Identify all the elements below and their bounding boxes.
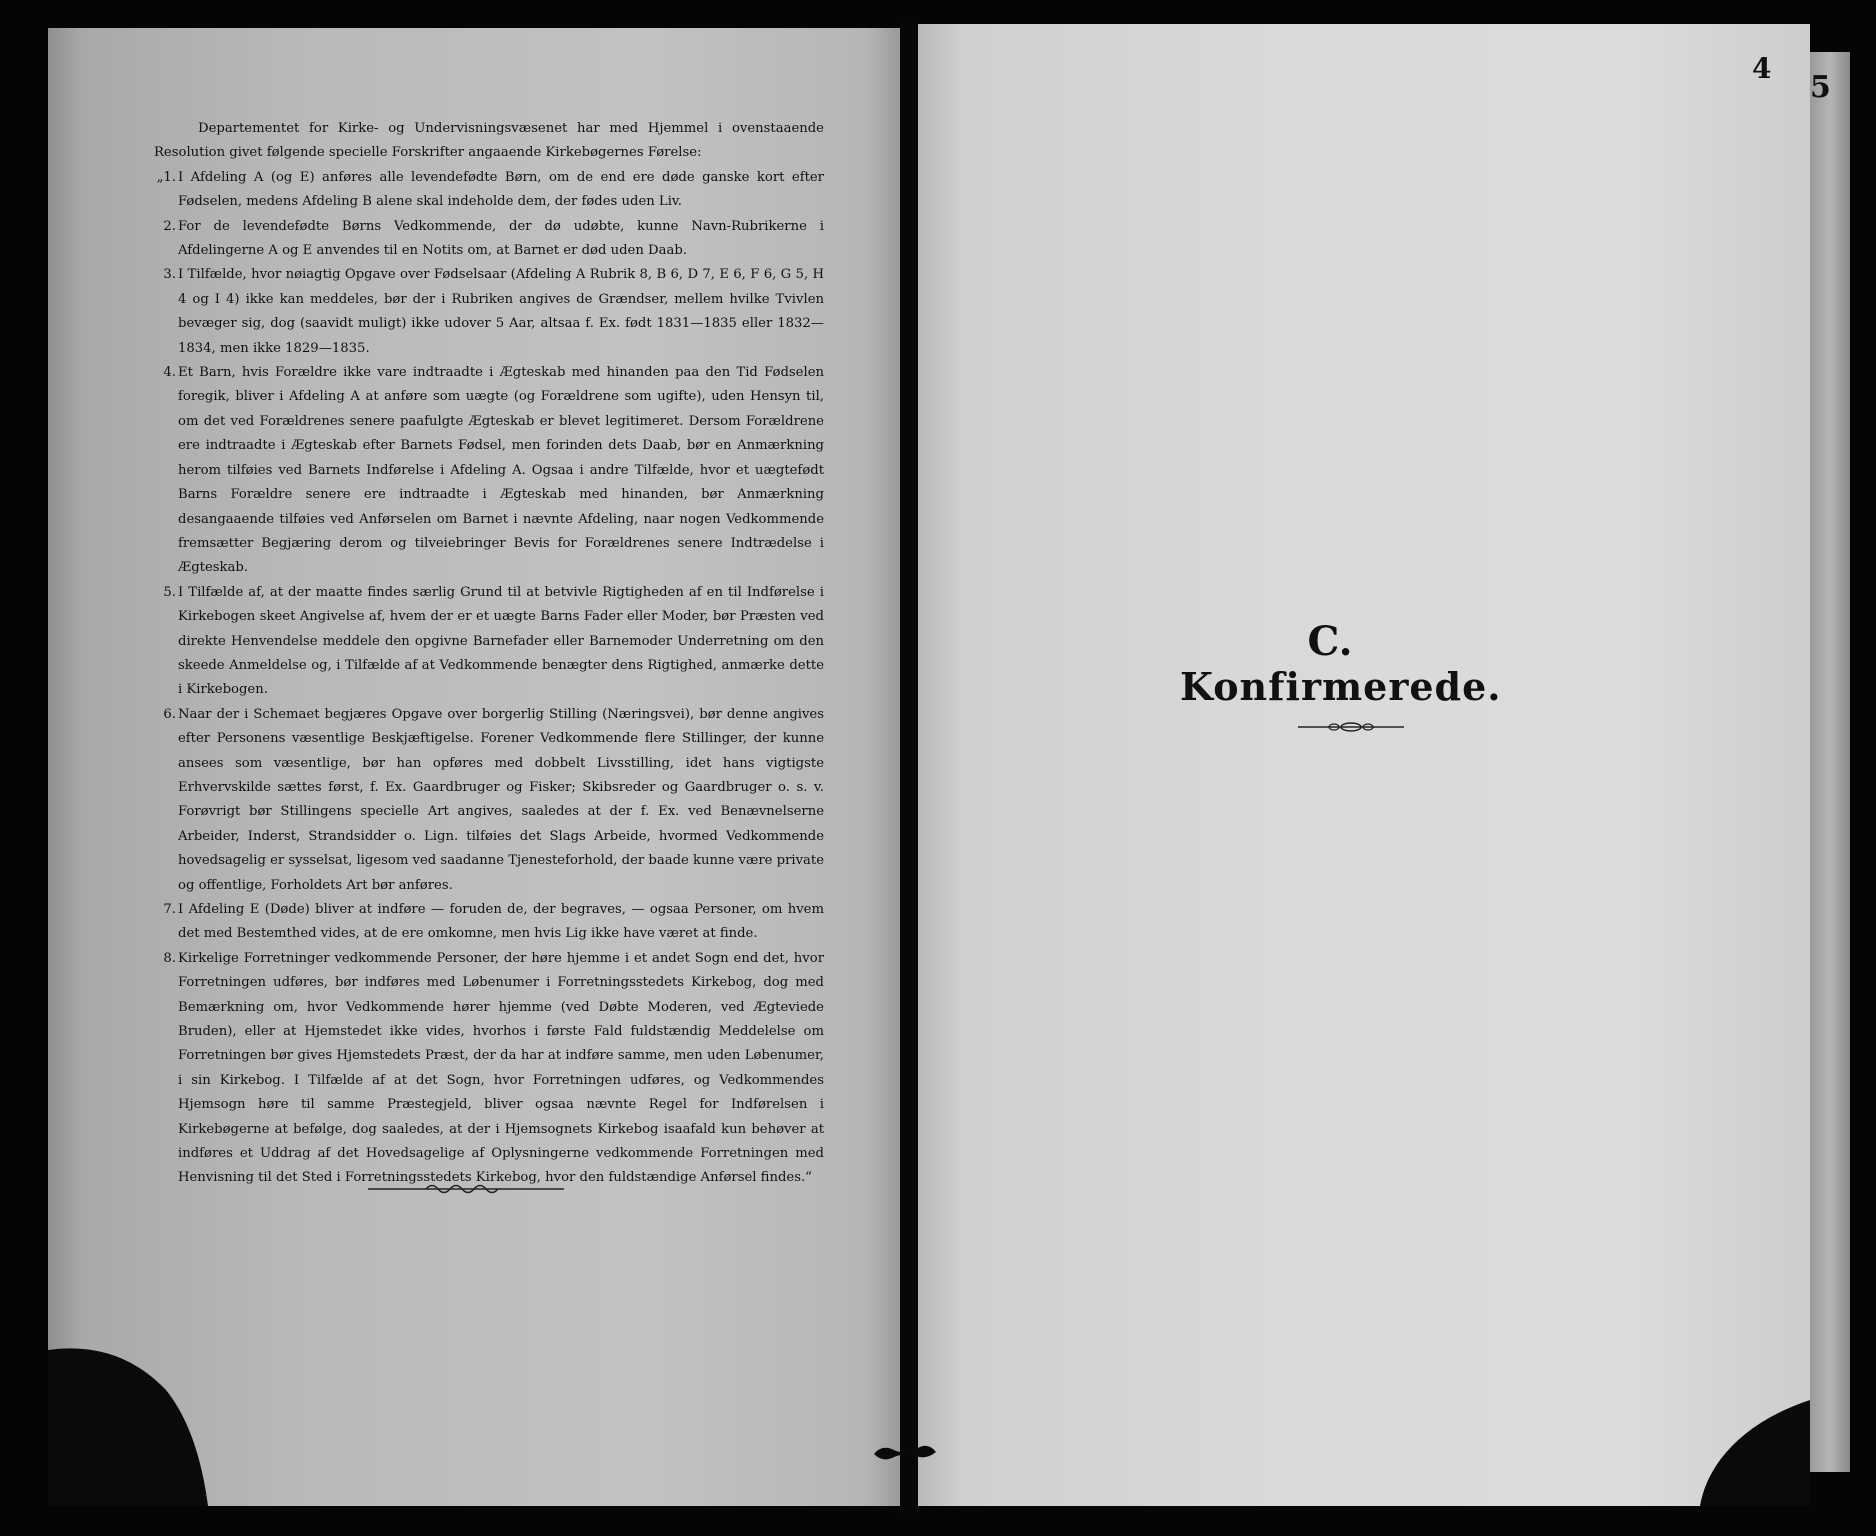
page-number: 4 — [1752, 52, 1772, 85]
regulation-text: Kirkelige Forretninger vedkommende Personer, der høre hjemme i et andet Sogn end det, hvor Forretningen udføres, bør indføres med Løbenumer i Forretningsstedets Kirkebog, dog med Bemærkning om, hvor Vedkommende hører hjemme (ved Døbte Moderen, ved Ægteviede Bruden), eller at Hjemstedet ikke vides, hvorhos i første Fald fuldstændig Meddelelse om Forretningen bør gives Hjemstedets Præst, der da har at indføre samme, men uden Løbenumer, i sin Kirkebog. I Tilfælde af at det Sogn, hvor Forretningen udføres, og Vedkommendes Hjemsogn høre til samme Præstegjeld, bliver ogsaa nævnte Regel for Indførelsen i Kirkebøgerne at befølge, dog saaledes, at der i Hjemsognets Kirkebog isaafald kun behøver at indføres et Uddrag af det Hovedsagelige af Oplysningerne vedkommende Forretningen med Henvisning til det Sted i Forretningsstedets Kirkebog, hvor den fuldstændige Anførsel findes.“ — [178, 950, 824, 1186]
regulation-text: I Afdeling E (Døde) bliver at indføre — foruden de, der begraves, — ogsaa Personer, om hvem det med Bestemthed vides, at de ere omkomne, men hvis Lig ikke have været at finde. — [178, 902, 824, 942]
ornament-divider-left — [368, 1181, 564, 1197]
regulation-number: 3. — [163, 267, 176, 283]
regulation-text: I Afdeling A (og E) anføres alle levendefødte Børn, om de end ere døde ganske kort efter Fødselen, medens Afdeling B alene skal indeholde dem, der fødes uden Liv. — [178, 169, 824, 210]
corner-shadow-left — [48, 1330, 208, 1506]
regulation-item — [154, 215, 824, 264]
section-title: Konfirmerede. — [1180, 664, 1502, 709]
regulation-item — [154, 166, 824, 215]
regulation-text: I Tilfælde af, at der maatte findes særlig Grund til at betvivle Rigtigheden af en til Indførelse i Kirkebogen skeet Angivelse af, hvem der er et uægte Barns Fader eller Moder, bør Præsten ved direkte Henvendelse meddele den opgivne Barnefader eller Barnemoder Underretning om den skeede Anmeldelse og, i Tilfælde af at Vedkommende benægter dens Rigtighed, anmærke dette i Kirkebogen. — [178, 584, 824, 698]
regulation-item — [154, 361, 824, 581]
regulation-item — [154, 898, 824, 947]
ornament-divider-right — [1298, 720, 1404, 734]
section-letter: C. — [1307, 618, 1353, 665]
regulations-heading: Departementet for Kirke- og Undervisningsvæsenet har med Hjemmel i ovenstaaende Resolution givet følgende specielle Forskrifter angaaende Kirkebøgernes Førelse: — [154, 121, 824, 161]
regulation-number: 4. — [163, 365, 176, 381]
tab-page-number: 5 — [1810, 70, 1831, 105]
regulation-number: 6. — [163, 706, 176, 722]
regulations-text — [154, 117, 824, 1191]
corner-shadow-right — [1700, 1400, 1810, 1506]
regulation-text: For de levendefødte Børns Vedkommende, der dø udøbte, kunne Navn-Rubrikerne i Afdelingerne A og E anvendes til en Notits om, at Barnet er død uden Daab. — [178, 218, 824, 259]
book-gutter — [900, 18, 918, 1518]
regulation-text: Naar der i Schemaet begjæres Opgave over borgerlig Stilling (Næringsvei), bør denne angives efter Personens væsentlige Beskjæftigelse. Forener Vedkommende flere Stillinger, der kunne ansees som væsentlige, bør han opføres med dobbelt Livsstilling, idet hans vigtigste Erhvervskilde sættes først, f. Ex. Gaardbruger og Fisker; Skibsreder og Gaardbruger o. s. v. Forøvrigt bør Stillingens specielle Art angives, saaledes at der f. Ex. ved Benævnelserne Arbeider, Inderst, Strandsidder o. Lign. tilføies det Slags Arbeide, hvormed Vedkommende hovedsagelig er sysselsat, ligesom ved saadanne Tjenesteforhold, der baade kunne være private og offentlige, Forholdets Art bør anføres. — [178, 706, 825, 893]
regulation-item — [154, 947, 824, 1191]
regulation-number: 7. — [163, 902, 176, 917]
regulation-item — [154, 263, 824, 361]
binding-clasp — [872, 1438, 938, 1464]
next-page-tab — [1810, 52, 1850, 1472]
regulation-item — [154, 581, 824, 703]
regulations-list — [154, 166, 824, 1191]
regulation-number: 8. — [163, 950, 176, 966]
regulation-item — [154, 703, 824, 898]
regulation-text: Et Barn, hvis Forældre ikke vare indtraadte i Ægteskab med hinanden paa den Tid Fødselen foregik, bliver i Afdeling A at anføre som uægte (og Forældrene som ugifte), uden Hensyn til, om det ved Forældrenes senere paafulgte Ægteskab er blevet legitimeret. Dersom Forældrene ere indtraadte i Ægteskab efter Barnets Fødsel, men forinden dets Daab, bør en Anmærkning herom tilføies ved Barnets Indførelse i Afdeling A. Ogsaa i andre Tilfælde, hvor et uægtefødt Barns Forældre senere ere indtraadte i Ægteskab med hinanden, bør Anmærkning desangaaende tilføies ved Anførselen om Barnet i nævnte Afdeling, naar nogen Vedkommende fremsætter Begjæring derom og tilveiebringer Bevis for Forældrenes senere Indtrædelse i Ægteskab. — [178, 365, 824, 576]
right-page — [918, 24, 1810, 1506]
regulation-number: 2. — [163, 218, 176, 234]
regulation-text: I Tilfælde, hvor nøiagtig Opgave over Fødselsaar (Afdeling A Rubrik 8, B 6, D 7, E 6, F 6, G 5, H 4 og I 4) ikke kan meddeles, bør der i Rubriken angives de Grændser, mellem hvilke Tvivlen bevæger sig, dog (saavidt muligt) ikke udover 5 Aar, altsaa f. Ex. født 1831—1835 eller 1832—1834, men ikke 1829—1835. — [178, 267, 824, 356]
regulation-number: „1. — [156, 169, 176, 185]
regulation-number: 5. — [163, 584, 176, 600]
